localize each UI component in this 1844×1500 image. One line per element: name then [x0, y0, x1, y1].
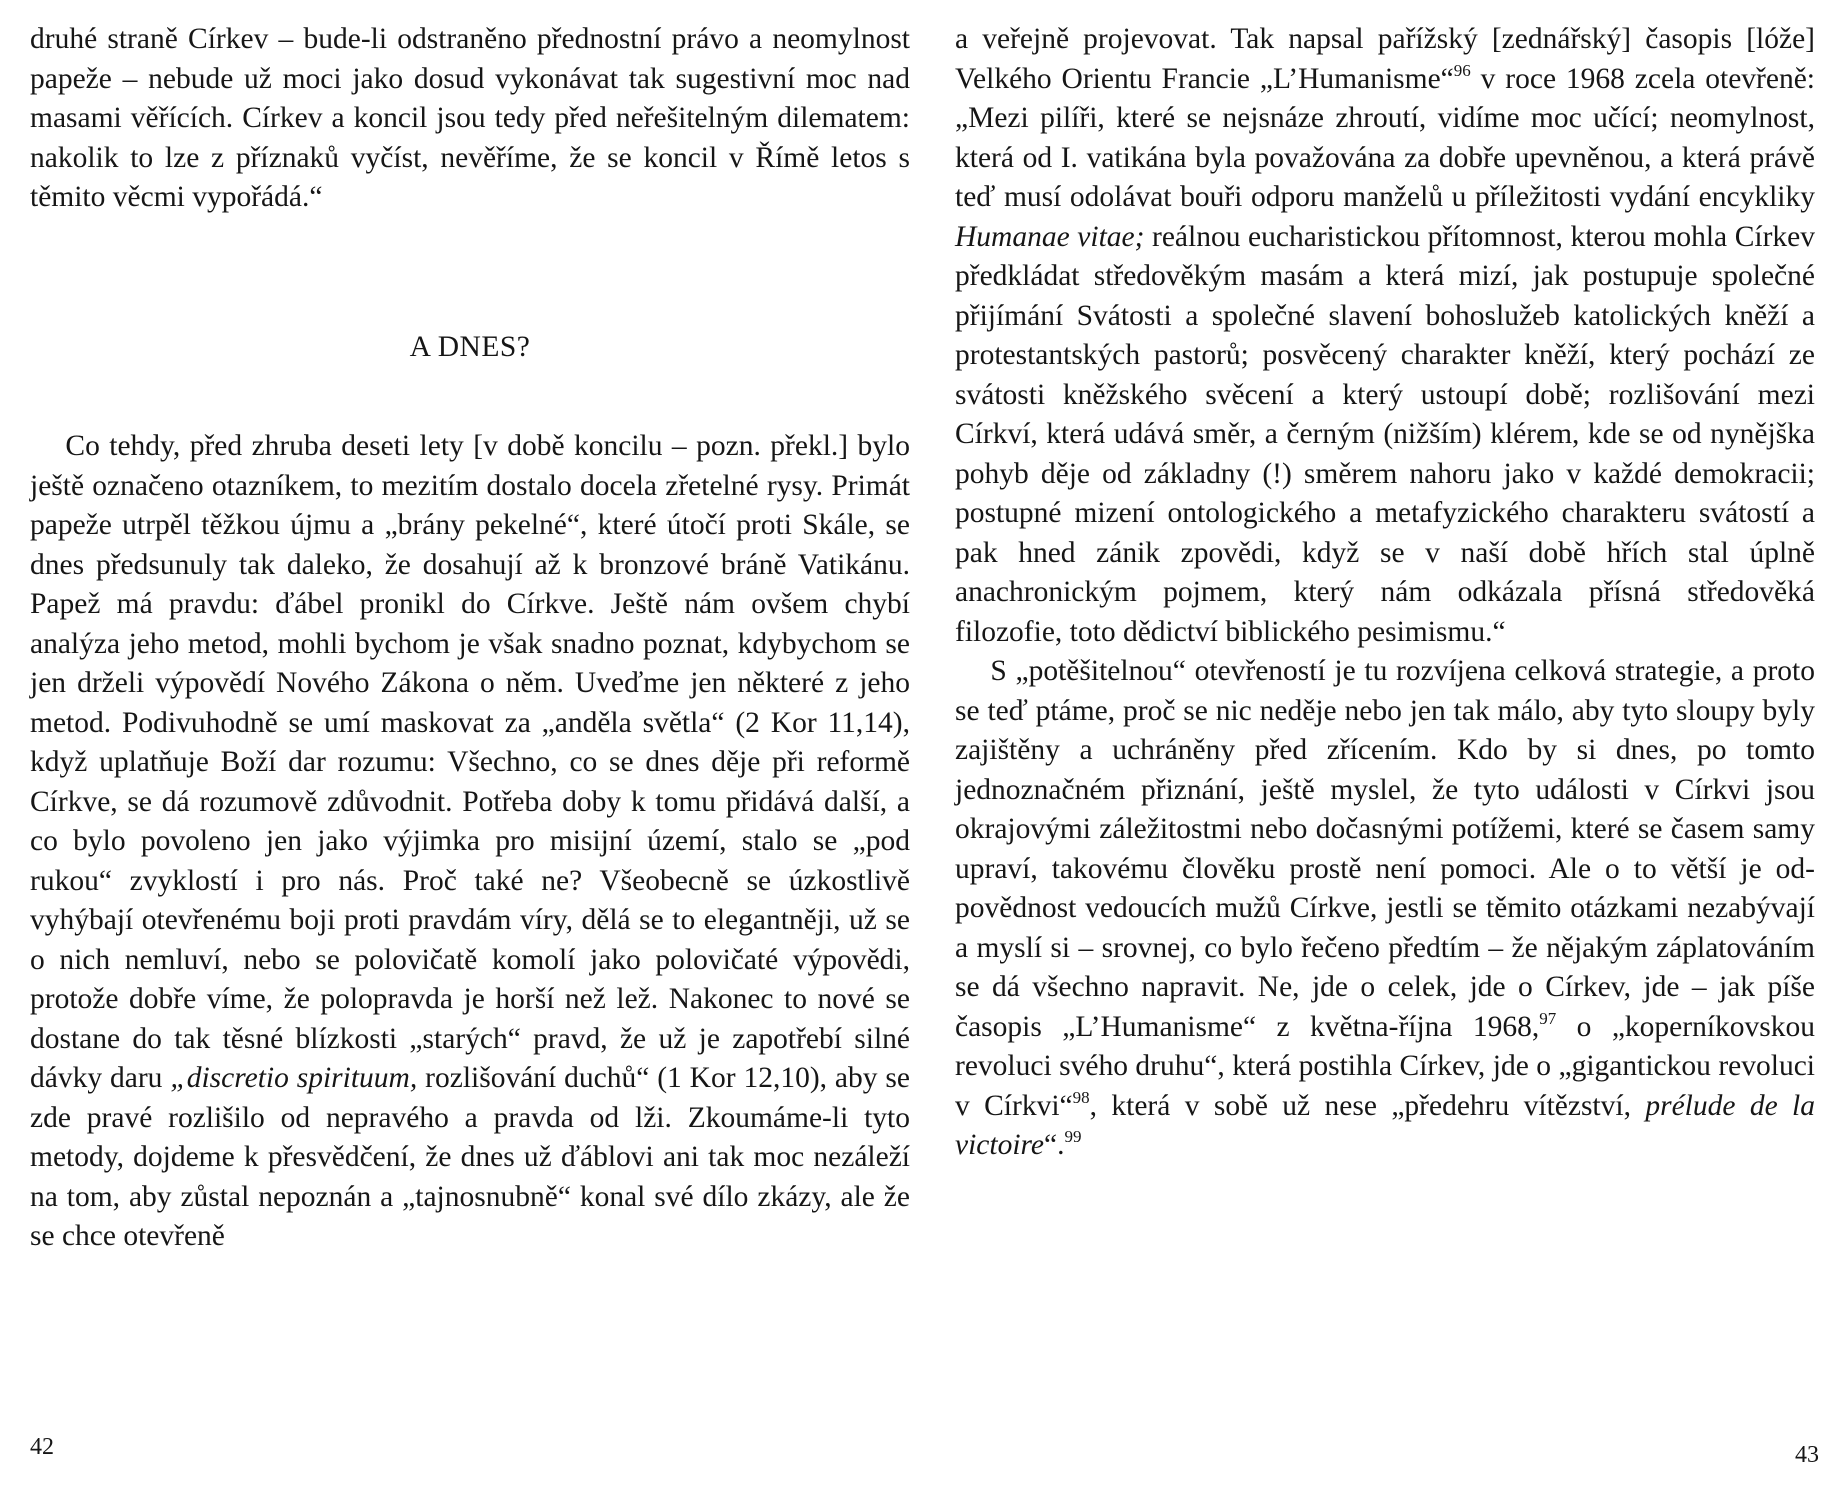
left-paragraph-2-text-a: Co tehdy, před zhruba deseti lety [v době koncilu – pozn. překl.] bylo ještě označeno otazníkem, to mezitím dostalo docela zřetelné rysy. Primát papeže utrpěl těžkou újmu a „brány pekelné“, které útočí proti Skále, se dnes předsunuly tak daleko, že dosahují až k bronzové bráně Vatikánu. Papež má pravdu: ďábel pronikl do Církve. Ještě nám ovšem chybí analýza jeho metod, mohli bychom je však snadno poznat, kdybychom se jen drželi výpovědí Nového Zákona o něm. Uveďme jen některé z jeho metod. Podivuhodně se umí maskovat za „anděla světla“ (2 Kor 11,14), když uplatňuje Boží dar rozumu: Všechno, co se dnes děje při reformě Církve, se dá rozumově zdůvodnit. Potřeba doby k tomu přidává další, a co bylo povoleno jen jako výjimka pro misijní území, stalo se „pod rukou“ zvyklostí i pro nás. Proč také ne? Všeobecně se úzkostlivě vyhýbají otevřenému boji proti pravdám víry, dělá se to elegantněji, už se o nich nemluví, nebo se polovičatě komolí jako polovičaté výpovědi, protože dobře víme, že polopravda je horší než lež. Nakonec to nové se dostane do tak těsné blízkosti „starých“ pravd, že už je zapotřebí silné dávky daru	[30, 430, 910, 1094]
right-p1-text-b: v roce 1968 zcela otevřeně: „Mezi pilíři, které se nejsnáze zhroutí, vidíme moc učící; neomylnost, která od I. vatikána byla považována za dobře upevněnou, a která právě teď musí odolávat bouři odporu manželů u příležitosti vydání encykliky	[955, 62, 1815, 213]
left-paragraph-2-text-b: rozlišování duchů“ (1 Kor 12,10), aby se zde pravé rozlišilo od nepravého a pravda od lži. Zkoumáme-li tyto metody, dojdeme k přesvědčení, že dnes už ďáblovi ani tak moc nezáleží na tom, aby zůstal nepoznán a „tajnosnubně“ konal své dílo zkázy, ale že se chce otevřeně	[30, 1062, 910, 1252]
footnote-ref-99: 99	[1064, 1127, 1082, 1146]
left-page	[30, 20, 910, 1257]
right-page	[955, 20, 1815, 1166]
footnote-ref-96: 96	[1453, 60, 1471, 80]
page-number-right: 43	[1795, 1442, 1819, 1468]
page-number-left: 42	[30, 1434, 54, 1460]
right-p2-text-c: , která v sobě už nese „předehru vítězství,	[1089, 1089, 1646, 1122]
right-p1-italic: Humanae vitae;	[955, 220, 1145, 253]
footnote-ref-98: 98	[1072, 1087, 1090, 1107]
right-paragraph-1	[955, 20, 1815, 652]
right-p2-text-b: o „koperníkovskou revoluci svého druhu“, která postihla Církev, jde o „gigantickou revoluci v Církvi“	[955, 1010, 1815, 1122]
right-p2-text-a: S „potěšitelnou“ otevřeností je tu rozvíjena celková strategie, a proto se teď ptáme, proč se nic neděje nebo jen tak málo, aby tyto sloupy byly zajištěny a uchráněny před zřícením. Kdo by si dnes, po tomto jednoznačném přiznání, ještě myslel, že tyto události v Církvi jsou okrajovými záležitostmi nebo dočasnými potížemi, které se časem samy upraví, takovému člověku prostě není pomoci. Ale o to větší je odpovědnost vedoucích mužů Církve, jestli se těmito otázkami nezabývají a myslí si – srovnej, co bylo řečeno předtím – že nějakým záplatováním se dá všechno napravit. Ne, jde o celek, jde o Církev, jde – jak píše časopis „L’Humanisme“ z května-října 1968,	[955, 655, 1815, 1043]
left-paragraph-1: druhé straně Církev – bude-li odstraněno přednostní právo a neomylnost papeže – nebude už moci jako dosud vykonávat tak sugestivní moc nad masami věřících. Církev a koncil jsou tedy před neřešitelným dilematem: nakolik to lze z příznaků vyčíst, nevěříme, že se koncil v Římě letos s těmito věcmi vypořádá.“	[30, 23, 910, 213]
right-p2-italic: prélude de la victoire	[955, 1089, 1816, 1161]
right-paragraph-2	[955, 652, 1815, 1166]
right-p1-text-a: a veřejně projevovat. Tak napsal pařížský [zednářský] časopis [lóže] Velkého Orientu Francie „L’Humanisme“	[955, 23, 1815, 95]
right-p2-text-d: “.	[1044, 1129, 1065, 1161]
footnote-ref-97: 97	[1539, 1008, 1557, 1028]
right-p1-text-c: reálnou eucharistickou přítomnost, kterou mohla Církev předkládat středověkým masám a která mizí, jak postupuje společné přijímání Svátosti a společné slavení bohoslužeb katolických kněží a protestantských pastorů; posvěcený charakter kněží, který pochází ze svátosti kněžského svěcení a který ustoupí době; rozlišování mezi Církví, která udává směr, a černým (nižším) klérem, kde se od nynějška pohyb děje od základny (!) směrem nahoru jako v každé demokracii; postupné mizení ontologického a metafyzického charakteru svátostí a pak hned zánik zpovědi, když se v naší době hřích stal úplně anachronickým pojmem, který nám odkázala přísná středověká filozofie, toto dědictví biblického pesimismu.“	[955, 220, 1815, 648]
left-paragraph-2	[30, 427, 910, 1257]
section-heading: A DNES?	[409, 330, 531, 363]
left-paragraph-2-italic: „discretio spirituum,	[170, 1062, 418, 1094]
